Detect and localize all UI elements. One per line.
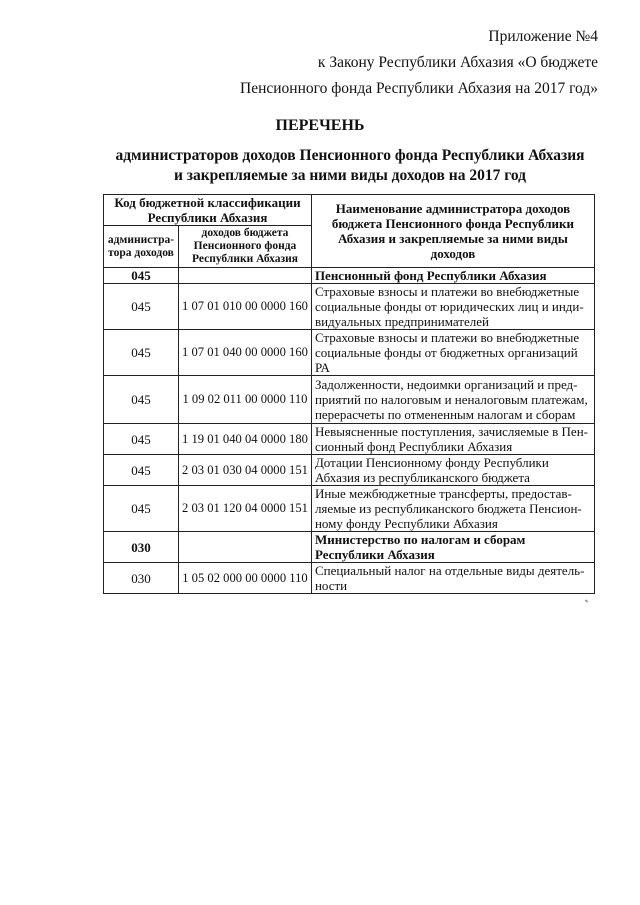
appendix-header [240,24,598,102]
income-code-cell: 1 19 01 040 04 0000 180 [179,424,312,455]
subtitle-line-1: администраторов доходов Пенсионного фонда Республики Абхазия [115,147,585,164]
income-name-cell: Министерство по налогам и сборам Республики Абхазия [311,532,594,563]
appendix-number: Приложение №4 [488,28,598,45]
administrators-table [103,194,595,594]
income-name-cell: Невыясненные поступления, зачисляемые в Пен-сионный фонд Республики Абхазия [311,424,594,455]
admin-code-cell: 045 [104,284,179,330]
income-name-cell: Специальный налог на отдельные виды деятель-ности [311,563,594,594]
admin-code-cell: 045 [104,376,179,424]
appendix-law-name: Пенсионного фонда Республики Абхазия на 2017 год» [240,80,598,97]
income-name-cell: Дотации Пенсионному фонду Республики Абхазия из республиканского бюджета [311,455,594,486]
document-title: ПЕРЕЧЕНЬ [275,117,365,134]
table-row [104,268,595,284]
table-row [104,486,595,532]
income-code-cell: 1 05 02 000 00 0000 110 [179,563,312,594]
income-name-cell: Пенсионный фонд Республики Абхазия [311,268,594,284]
income-code-cell: 1 09 02 011 00 0000 110 [179,376,312,424]
table-row [104,563,595,594]
income-code-cell: 1 07 01 010 00 0000 160 [179,284,312,330]
income-code-cell [179,532,312,563]
header-administrator-code: администра-тора доходов [104,226,179,268]
income-name-cell: Задолженности, недоимки организаций и пред-приятий по налоговым и неналоговым платежам, перерасчеты по отмененным налогам и сборам [311,376,594,424]
admin-code-cell: 045 [104,330,179,376]
table-row [104,376,595,424]
header-classification-code: Код бюджетной классификации Республики Абхазия [104,195,312,226]
income-name-cell: Иные межбюджетные трансферты, предостав-ляемые из республиканского бюджета Пенсион-ному фонду Республики Абхазия [311,486,594,532]
admin-code-cell: 030 [104,532,179,563]
income-code-cell: 2 03 01 030 04 0000 151 [179,455,312,486]
income-name-cell: Страховые взносы и платежи во внебюджетные социальные фонды от юридических лиц и инди-видуальных предпринимателей [311,284,594,330]
document-subtitle [60,146,640,186]
admin-code-cell: 030 [104,563,179,594]
scan-speck [585,599,589,602]
table-row [104,532,595,563]
admin-code-cell: 045 [104,424,179,455]
subtitle-line-2: и закрепляемые за ними виды доходов на 2017 год [173,167,527,184]
table-row [104,284,595,330]
table-row [104,455,595,486]
table-row [104,330,595,376]
header-administrator-name: Наименование администратора доходов бюджета Пенсионного фонда Республики Абхазия и закрепляемые за ними виды доходов [311,195,594,268]
appendix-law-ref: к Закону Республики Абхазия «О бюджете [317,54,598,71]
admin-code-cell: 045 [104,486,179,532]
admin-code-cell: 045 [104,455,179,486]
income-name-cell: Страховые взносы и платежи во внебюджетные социальные фонды от бюджетных организаций РА [311,330,594,376]
table-row [104,424,595,455]
header-income-code: доходов бюджета Пенсионного фонда Республики Абхазия [179,226,312,268]
admin-code-cell: 045 [104,268,179,284]
income-code-cell: 2 03 01 120 04 0000 151 [179,486,312,532]
income-code-cell [179,268,312,284]
income-code-cell: 1 07 01 040 00 0000 160 [179,330,312,376]
